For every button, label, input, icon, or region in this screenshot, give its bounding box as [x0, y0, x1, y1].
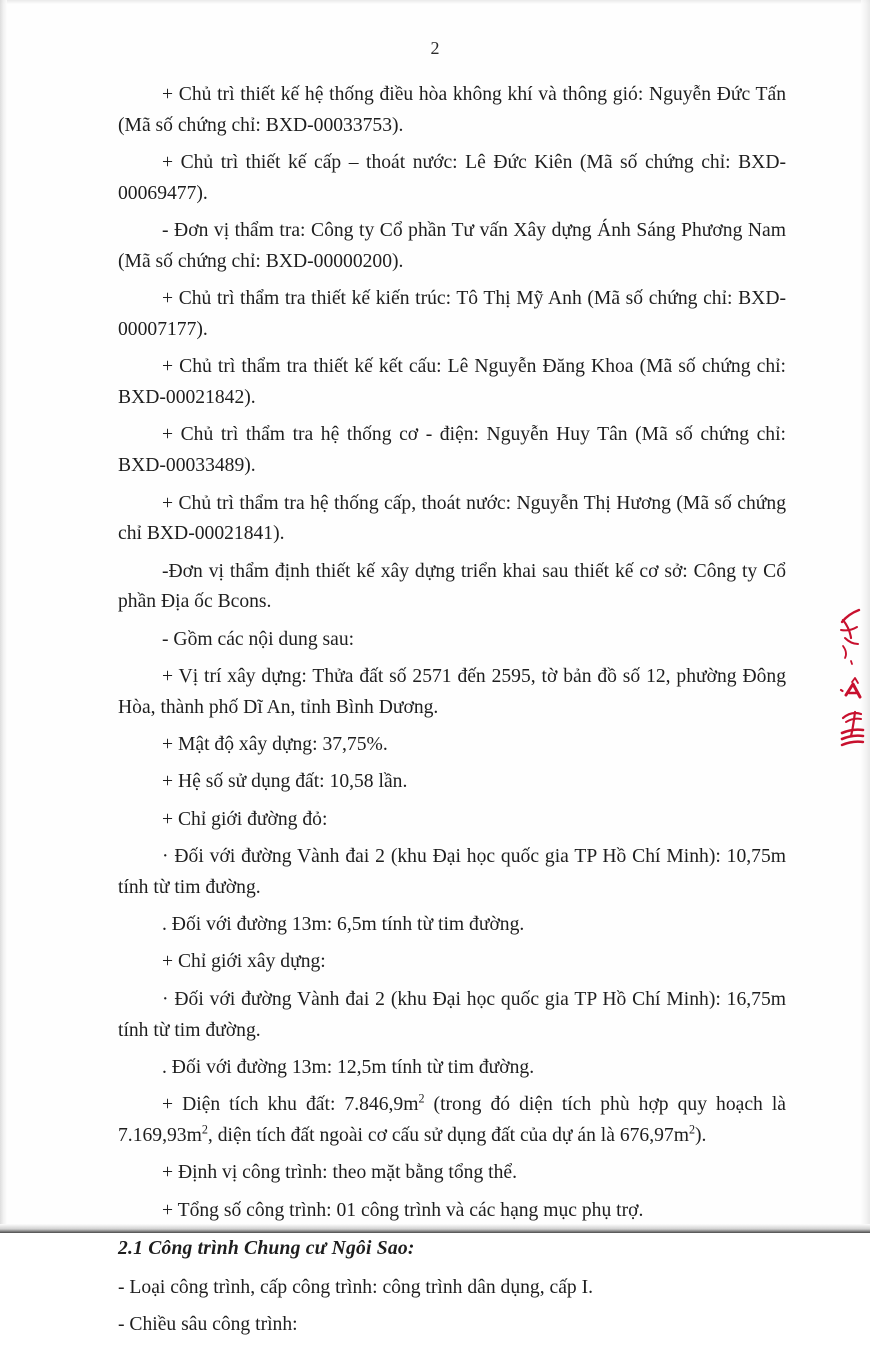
p-positioning: + Định vị công trình: theo mặt bằng tổng thể.	[162, 1162, 517, 1184]
p-review-architecture: + Chủ trì thẩm tra thiết kế kiến trúc: Tô Thị Mỹ Anh (Mã số chứng chỉ: BXD-00007177).	[118, 288, 786, 341]
scan-edge-top	[0, 0, 870, 4]
p-red-line-heading: + Chỉ giới đường đỏ:	[162, 808, 328, 830]
p-construction-line-ring-road: · Đối với đường Vành đai 2 (khu Đại học quốc gia TP Hồ Chí Minh): 16,75m tính từ tim đường.	[118, 988, 786, 1041]
p-land-area: + Diện tích khu đất: $7.846,9m^2$ (trong đó diện tích phù hợp quy hoạch là $7.169,93m^2$, diện tích đất ngoài cơ cấu sử dụng đất của dự án là $676,97m^2$).	[118, 1091, 786, 1146]
p-location: + Vị trí xây dựng: Thửa đất số 2571 đến 2595, tờ bản đồ số 12, phường Đông Hòa, thành phố Dĩ An, tỉnh Bình Dương.	[118, 666, 786, 718]
p-appraisal-unit: -Đơn vị thẩm định thiết kế xây dựng triển khai sau thiết kế cơ sở: Công ty Cổ phần Địa ốc Bcons.	[118, 560, 786, 613]
p-review-mechanical-electrical: + Chủ trì thẩm tra hệ thống cơ - điện: Nguyễn Huy Tân (Mã số chứng chỉ: BXD-00033489).	[118, 424, 786, 477]
p-land-use-coefficient: + Hệ số sử dụng đất: 10,58 lần.	[162, 771, 408, 793]
p-review-structure: + Chủ trì thẩm tra thiết kế kết cấu: Lê Nguyễn Đăng Khoa (Mã số chứng chỉ: BXD-00021842).	[118, 356, 786, 409]
p-red-line-ring-road: · Đối với đường Vành đai 2 (khu Đại học quốc gia TP Hồ Chí Minh): 10,75m tính từ tim đường.	[118, 846, 786, 898]
p-total-works: + Tổng số công trình: 01 công trình và các hạng mục phụ trợ.	[162, 1199, 644, 1221]
p-water-designer: + Chủ trì thiết kế cấp – thoát nước: Lê Đức Kiên (Mã số chứng chỉ: BXD-00069477).	[118, 152, 786, 204]
p-section-2-1-heading: 2.1 Công trình Chung cư Ngôi Sao:	[118, 1238, 415, 1260]
scan-edge-right	[861, 0, 870, 1233]
p-construction-line-heading: + Chỉ giới xây dựng:	[162, 951, 326, 973]
p-review-water-systems: + Chủ trì thẩm tra hệ thống cấp, thoát nước: Nguyễn Thị Hương (Mã số chứng chỉ BXD-00021841).	[118, 492, 786, 545]
p-building-density: + Mật độ xây dựng: 37,75%.	[162, 734, 388, 756]
scan-edge-left	[0, 0, 7, 1233]
page-number: 2	[430, 38, 440, 58]
p-work-depth: - Chiều sâu công trình:	[118, 1314, 298, 1336]
p-hvac-designer: + Chủ trì thiết kế hệ thống điều hòa không khí và thông gió: Nguyễn Đức Tấn (Mã số chứng chỉ: BXD-00033753).	[118, 84, 786, 136]
p-review-unit: - Đơn vị thẩm tra: Công ty Cổ phần Tư vấn Xây dựng Ánh Sáng Phương Nam (Mã số chứng chỉ: BXD-00000200).	[118, 220, 786, 272]
p-work-type: - Loại công trình, cấp công trình: công trình dân dụng, cấp I.	[118, 1277, 594, 1299]
p-contents-intro: - Gồm các nội dung sau:	[162, 628, 355, 650]
p-construction-line-13m-road: . Đối với đường 13m: 12,5m tính từ tim đường.	[162, 1056, 535, 1078]
document-body	[118, 80, 786, 1348]
p-red-line-13m-road: . Đối với đường 13m: 6,5m tính từ tim đường.	[162, 914, 525, 936]
